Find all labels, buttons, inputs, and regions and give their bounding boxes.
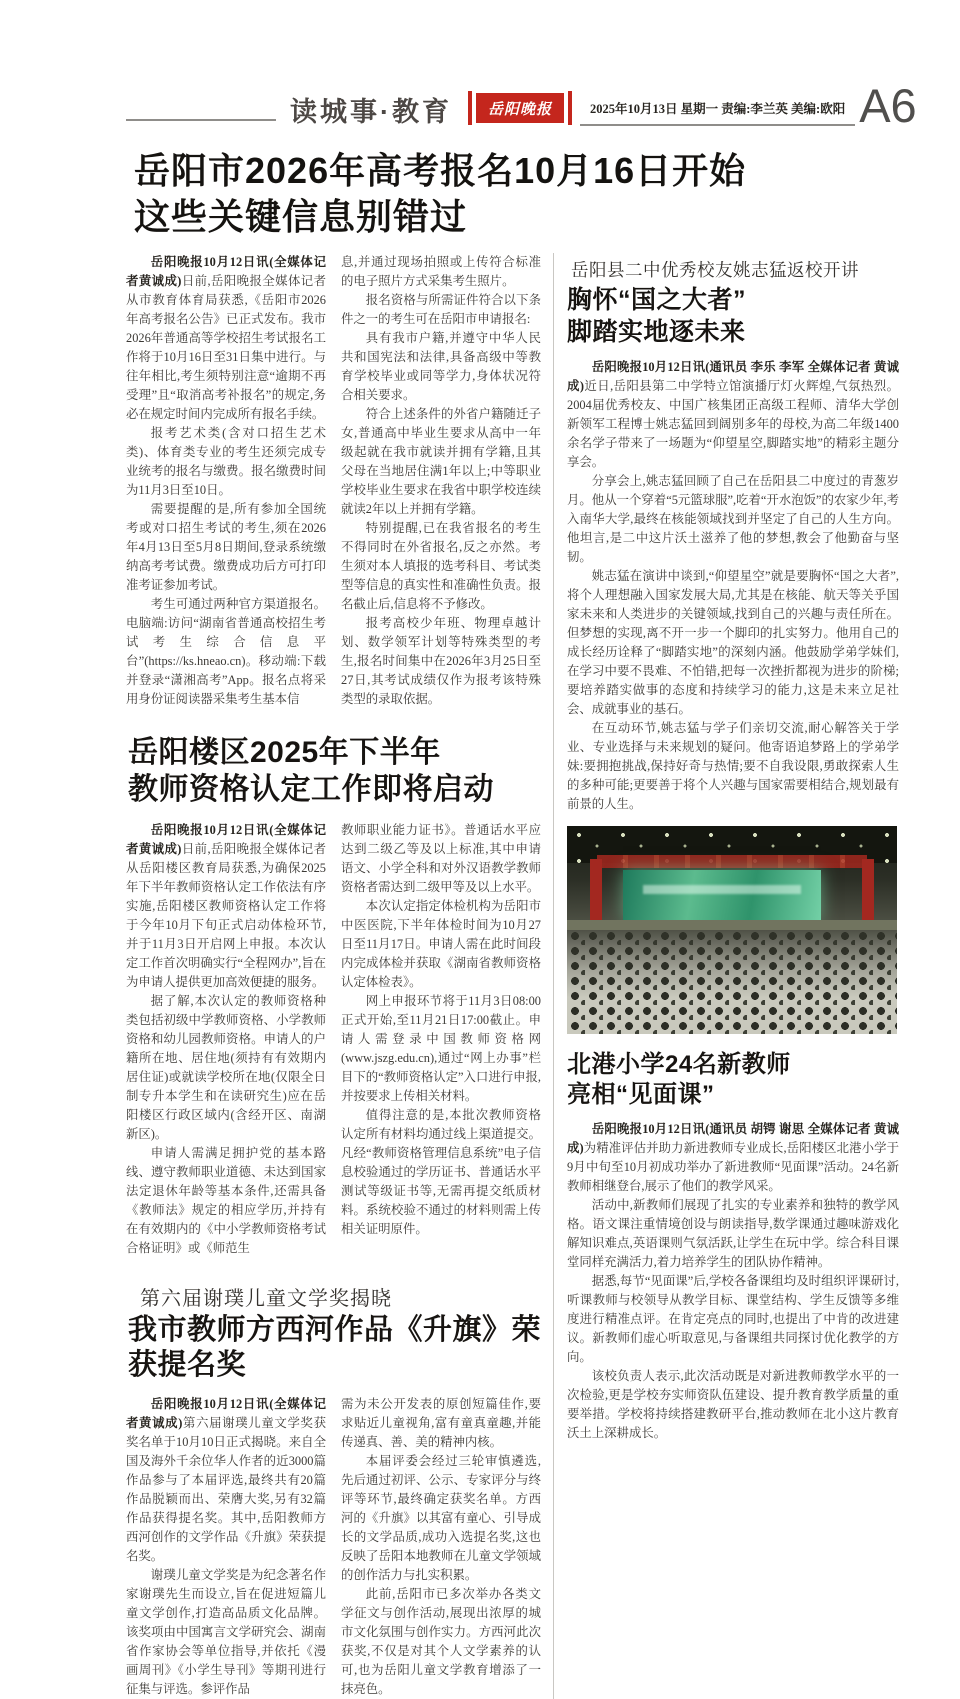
paragraph-text: 近日,岳阳县第二中学特立馆演播厅灯火辉煌,气氛热烈。2004届优秀校友、中国广核集团正高级工程师、清华大学创新领军工程博士姚志猛回到阔别多年的母校,为高二年级1400余名学子带来了一场题为“仰望星空,脚踏实地”的精彩主题分享会。 (567, 378, 899, 469)
article-paragraph: 该校负责人表示,此次活动既是对新进教师教学水平的一次检验,更是学校夯实师资队伍建设、提升教育教学质量的重要举措。学校将持续搭建教研平台,推动教师在北小这片教育沃土上深耕成长。 (567, 1368, 899, 1440)
article-paragraph: 据了解,本次认定的教师资格种类包括初级中学教师资格、小学教师资格和幼儿园教师资格。申请人的户籍所在地、居住地(须持有有效期内居住证)或就读学校所在地(仅限全日制专升本学生和在读研究生)应在岳阳楼区行政区域内(含经开区、南湖新区)。 (126, 993, 326, 1141)
lead-headline-line1: 岳阳市2026年高考报名10月16日开始 (134, 150, 747, 191)
xiaoyou-kicker: 岳阳县二中优秀校友姚志猛返校开讲 (571, 260, 859, 281)
xiaoyou-headline (567, 285, 899, 348)
masthead-red-bar (468, 91, 472, 125)
section-title: 读城事·教育 (290, 97, 452, 127)
page-header (126, 79, 917, 133)
article-paragraph: 在互动环节,姚志猛与学子们亲切交流,耐心解答关于学业、专业选择与未来规划的疑问。他寄语追梦路上的学弟学妹:要拥抱挑战,保持好奇与热情;要不自我设限,勇敢探索人生的多种可能;更要善于将个人兴趣与国家需要相结合,规划最有前景的人生。 (567, 720, 899, 811)
wenxue-col2 (341, 1395, 541, 1699)
article-paragraph: 具有我市户籍,并遵守中华人民共和国宪法和法律,具备高级中等教育学校毕业或同等学力,身体状况符合相关要求。 (341, 331, 541, 403)
article-paragraph: 本届评委会经过三轮审慎遴选,先后通过初评、公示、专家评分与终评等环节,最终确定获奖名单。方西河的《升旗》以其富有童心、引导成长的文学品质,成功入选提名奖,这也反映了岳阳本地教师在儿童文学领域的创作活力与扎实积累。 (341, 1454, 541, 1583)
headline-line1: 胸怀“国之大者” (567, 286, 747, 315)
wenxue-kicker: 第六届谢璞儿童文学奖揭晓 (140, 1287, 392, 1310)
beigang-article-body (567, 1120, 899, 1443)
masthead-logo (468, 91, 572, 125)
wenxue-article (126, 1282, 542, 1699)
article-paragraph (126, 821, 326, 992)
headline-line1: 北港小学24名新教师 (567, 1050, 791, 1078)
article-paragraph: 考生可通过两种官方渠道报名。电脑端:访问“湖南省普通高校招生考试考生综合信息平台”(https://ks.hneao.cn)。移动端:下载并登录“潇湘高考”App。报名点将采用身份证阅读器采集考生基本信 (126, 597, 326, 707)
date-editor-line: 2025年10月13日 星期一 责编:李兰英 美编:欧阳 (580, 99, 855, 126)
article-paragraph: 申请人需满足拥护党的基本路线、遵守教师职业道德、未达到国家法定退休年龄等基本条件,还需具备《教师法》规定的相应学历,并持有在有效期内的《中小学教师资格考试合格证明》或《师范生 (126, 1145, 326, 1255)
article-paragraph: 需为未公开发表的原创短篇佳作,要求贴近儿童视角,富有童真童趣,并能传递真、善、美的精神内核。 (341, 1397, 541, 1450)
headline-line2: 亮相“见面课” (567, 1080, 715, 1108)
article-paragraph: 息,并通过现场拍照或上传符合标准的电子照片方式采集考生照片。 (341, 255, 541, 289)
article-paragraph: 网上申报环节将于11月3日08:00正式开始,至11月21日17:00截止。申请人需登录中国教师资格网(www.jszg.edu.cn),通过“网上办事”栏目下的“教师资格认定”入口进行申报,并按要求上传相关材料。 (341, 993, 541, 1103)
article-paragraph: 需要提醒的是,所有参加全国统考或对口招生考试的考生,须在2026年4月13日至5月8日期间,登录系统缴纳高考考试费。缴费成功后方可打印准考证参加考试。 (126, 502, 326, 593)
header-rule-left (126, 119, 276, 121)
jiaoshi-article-body (126, 821, 542, 1258)
photo-stage-screen (623, 870, 821, 920)
article-paragraph: 特别提醒,已在我省报名的考生不得同时在外省报名,反之亦然。考生须对本人填报的选考科目、考试类型等信息的真实性和准确性负责。报名截止后,信息将不予修改。 (341, 521, 541, 612)
dateline: 岳阳晚报10月12日讯(通讯员 李乐 李军 全媒体记者 黄诚成) (567, 359, 899, 393)
lead-article-col2 (341, 253, 541, 709)
wenxue-headline: 我市教师方西河作品《升旗》荣获提名奖 (128, 1313, 542, 1381)
article-paragraph: 报名资格与所需证件符合以下条件之一的考生可在岳阳市申请报名: (341, 293, 541, 327)
paragraph-text: 为精准评估并助力新进教师专业成长,岳阳楼区北港小学于9月中旬至10月初成功举办了新进教师“见面课”活动。24名新教师相继登台,展示了他们的教学风采。 (567, 1140, 899, 1193)
article-paragraph: 值得注意的是,本批次教师资格认定所有材料均通过线上渠道提交。凡经“教师资格管理信息系统”电子信息校验通过的学历证书、普通话水平测试等级证书等,无需再提交纸质材料。系统校验不通过的材料则需上传相关证明原件。 (341, 1107, 541, 1236)
dateline: 岳阳晚报10月12日讯(通讯员 胡锷 谢思 全媒体记者 黄诚成) (567, 1121, 899, 1155)
left-column-group (126, 253, 542, 1699)
article-paragraph: 教师职业能力证书》。普通话水平应达到二级乙等及以上标准,其中申请语文、小学全科和对外汉语教学教师资格者需达到二级甲等及以上水平。 (341, 822, 541, 894)
article-paragraph: 分享会上,姚志猛回顾了自己在岳阳县二中度过的青葱岁月。他从一个穿着“5元篮球服”,吃着“开水泡饭”的农家少年,考入南华大学,最终在核能领域找到并坚定了自己的人生方向。他坦言,是二中这片沃土滋养了他的梦想,教会了他勤奋与坚韧。 (567, 473, 899, 564)
paragraph-text: 日前,岳阳晚报全媒体记者从岳阳楼区教育局获悉,为确保2025年下半年教师资格认定工作依法有序实施,岳阳楼区教师资格认定工作将于今年10月下旬正式启动体检环节,并于11月3日开启网上申报。本次认定工作首次明确实行“全程网办”,旨在为申请人提供更加高效便捷的服务。 (126, 841, 326, 989)
dateline: 岳阳晚报10月12日讯(全媒体记者黄诚成) (126, 822, 326, 856)
photo-red-banner (597, 855, 868, 867)
article-paragraph (126, 253, 326, 424)
article-paragraph (567, 358, 899, 472)
article-paragraph (567, 1120, 899, 1196)
lead-article-body (126, 253, 542, 709)
headline-line2: 教师资格认定工作即将启动 (128, 773, 494, 807)
masthead-red-bar (568, 91, 572, 125)
headline-line1: 岳阳楼区2025年下半年 (128, 736, 441, 770)
article-paragraph: 据悉,每节“见面课”后,学校各备课组均及时组织评课研讨,听课教师与校领导从教学目标、课堂结构、学生反馈等多维度进行精准点评。在肯定亮点的同时,也提出了中肯的改进建议。新教师们虚心听取意见,与备课组共同探讨优化教学的方向。 (567, 1273, 899, 1364)
jiaoshi-col2 (341, 821, 541, 1258)
photo-screen-text-glow (643, 885, 801, 894)
article-paragraph (126, 1395, 326, 1566)
beigang-headline (567, 1050, 899, 1110)
page-number: A6 (859, 79, 917, 133)
xiaoyou-article-body (567, 358, 899, 814)
wenxue-col1 (126, 1395, 326, 1699)
article-paragraph: 报考高校少年班、物理卓越计划、数学领军计划等特殊类型的考生,报名时间集中在2026年3月25日至27日,其考试成绩仅作为报考该特殊类型的录取依据。 (341, 616, 541, 707)
assembly-photo (567, 826, 897, 1034)
article-paragraph: 此前,岳阳市已多次举办各类文学征文与创作活动,展现出浓厚的城市文化氛围与创作实力。方西河此次获奖,不仅是对其个人文学素养的认可,也为岳阳儿童文学教育增添了一抹亮色。 (341, 1587, 541, 1697)
paragraph-text: 日前,岳阳晚报全媒体记者从市教育体育局获悉,《岳阳市2026年高考报名公告》已正式发布。我市2026年普通高等学校招生考试报名工作将于10月16日至31日集中进行。与往年相比,考生须特别注意“逾期不再受理”且“取消高考补报名”的规定,务必在规定时间内完成所有报名手续。 (126, 274, 326, 422)
photo-student-crowd (567, 930, 897, 1034)
wenxue-article-body (126, 1395, 542, 1699)
lead-article-col1 (126, 253, 326, 709)
paragraph-text: 第六届谢璞儿童文学奖获奖名单于10月10日正式揭晓。来自全国及海外千余位华人作者的近3000篇作品参与了本届评选,最终共有20篇作品脱颖而出、荣膺大奖,另有32篇作品获得提名奖。其中,岳阳教师方西河创作的文学作品《升旗》荣获提名奖。 (126, 1416, 326, 1564)
lead-article-headline (134, 148, 898, 239)
lead-headline-line2: 这些关键信息别错过 (134, 195, 468, 237)
article-paragraph: 谢璞儿童文学奖是为纪念著名作家谢璞先生而设立,旨在促进短篇儿童文学创作,打造高品质文化品牌。该奖项由中国寓言文学研究会、湖南省作家协会等单位指导,并依托《漫画周刊》《小学生导刊》等期刊进行征集与评选。参评作品 (126, 1568, 326, 1697)
dateline: 岳阳晚报10月12日讯(全媒体记者黄诚成) (126, 255, 326, 289)
jiaoshi-article-headline (128, 735, 542, 808)
article-paragraph: 活动中,新教师们展现了扎实的专业素养和独特的教学风格。语文课注重情境创设与朗读指导,数学课通过趣味游戏化解知识难点,英语课则气氛活跃,让学生在玩中学。综合科目课堂同样充满活力,着力培养学生的团队协作精神。 (567, 1197, 899, 1269)
page-body (126, 253, 898, 1699)
masthead-name: 岳阳晚报 (476, 93, 564, 123)
right-column-group (553, 253, 899, 1699)
article-paragraph: 符合上述条件的外省户籍随迁子女,普通高中毕业生要求从高中一年级起就在我市就读并拥有学籍,且其父母在当地居住满1年以上;中等职业学校毕业生要求在我省中职学校连续就读2年以上并拥有学籍。 (341, 407, 541, 517)
dateline: 岳阳晚报10月12日讯(全媒体记者黄诚成) (126, 1397, 326, 1431)
article-paragraph: 报考艺术类(含对口招生艺术类)、体育类专业的考生还须完成专业统考的报名与缴费。报名缴费时间为11月3日至10日。 (126, 426, 326, 498)
jiaoshi-col1 (126, 821, 326, 1258)
headline-line2: 脚踏实地逐未来 (567, 317, 746, 346)
article-paragraph: 本次认定指定体检机构为岳阳市中医医院,下半年体检时间为10月27日至11月17日。申请人需在此时间段内完成体检并获取《湖南省教师资格认定体检表》。 (341, 898, 541, 989)
article-paragraph: 姚志猛在演讲中谈到,“仰望星空”就是要胸怀“国之大者”,将个人理想融入国家发展大局,尤其是在核能、航天等关乎国家未来和人类进步的关键领域,找到自己的兴趣与责任所在。但梦想的实现,离不开一步一个脚印的扎实努力。他用自己的成长经历诠释了“脚踏实地”的深刻内涵。他鼓励学弟学妹们,在学习中要不畏难、不怕错,把每一次挫折都视为进步的阶梯;要培养踏实做事的态度和持续学习的能力,这是未来立足社会、成就事业的基石。 (567, 568, 899, 716)
